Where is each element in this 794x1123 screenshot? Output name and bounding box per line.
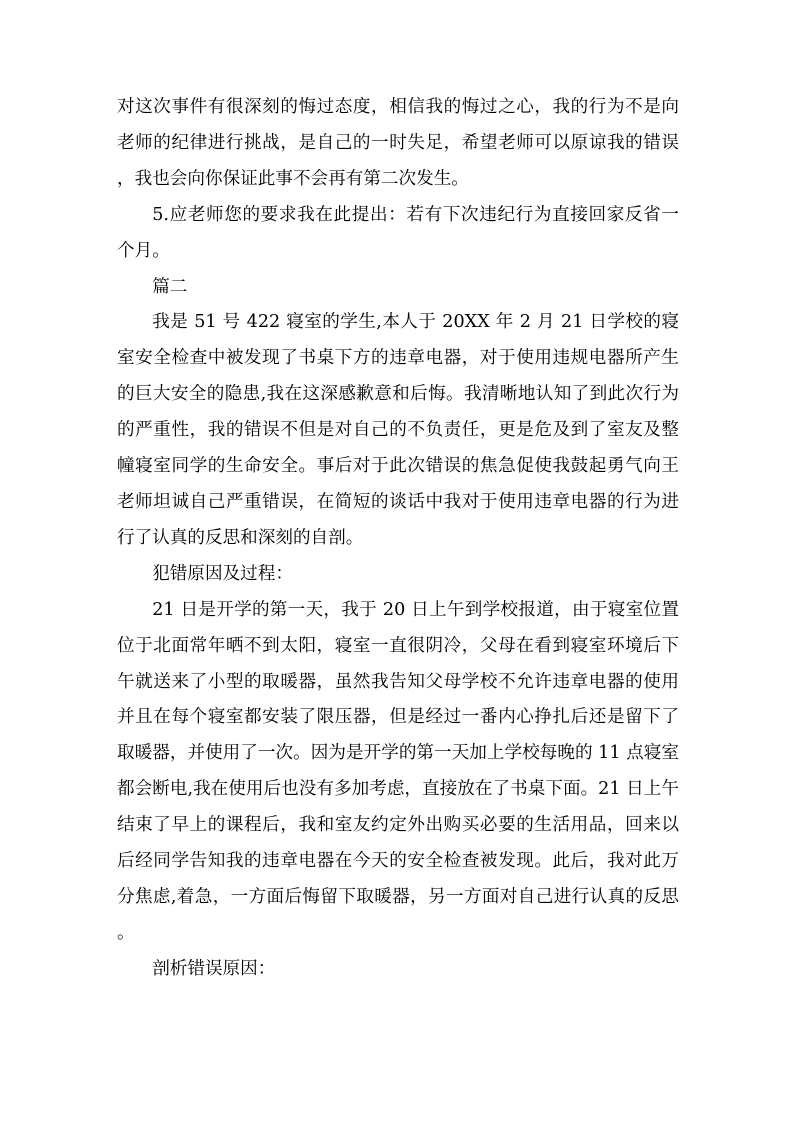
document-body	[117, 90, 679, 988]
paragraph-incident-statement: 我是 51 号 422 寝室的学生,本人于 20XX 年 2 月 21 日学校的寝室安全检查中被发现了书桌下方的违章电器，对于使用违规电器所产生的巨大安全的隐患,我在这深感歉意和后悔。我清晰地认知了到此次行为的严重性，我的错误不但是对自己的不负责任，更是危及到了室友及整幢寝室同学的生命安全。事后对于此次错误的焦急促使我鼓起勇气向王老师坦诚自己严重错误，在简短的谈话中我对于使用违章电器的行为进行了认真的反思和深刻的自剖。	[117, 312, 679, 548]
section-heading-part-two: 篇二	[152, 276, 188, 297]
section-heading-error-analysis: 剖析错误原因：	[152, 958, 276, 979]
paragraph-point-5: 5.应老师您的要求我在此提出：若有下次违纪行为直接回家反省一个月。	[117, 204, 679, 261]
paragraph-apology-continuation: 对这次事件有很深刻的悔过态度，相信我的悔过之心，我的行为不是向老师的纪律进行挑战，是自己的一时失足，希望老师可以原谅我的错误，我也会向你保证此事不会再有第二次发生。	[117, 97, 679, 189]
section-heading-cause-and-process: 犯错原因及过程：	[152, 563, 293, 584]
paragraph-incident-process: 21 日是开学的第一天，我于 20 日上午到学校报道，由于寝室位置位于北面常年晒不到太阳，寝室一直很阴冷，父母在看到寝室环境后下午就送来了小型的取暖器，虽然我告知父母学校不允许违章电器的使用并且在每个寝室都安装了限压器，但是经过一番内心挣扎后还是留下了取暖器，并使用了一次。因为是开学的第一天加上学校每晚的 11 点寝室都会断电,我在使用后也没有多加考虑，直接放在了书桌下面。21 日上午结束了早上的课程后，我和室友约定外出购买必要的生活用品，回来以后经同学告知我的违章电器在今天的安全检查被发现。此后，我对此万分焦虑,着急，一方面后悔留下取暖器，另一方面对自己进行认真的反思。	[117, 599, 679, 943]
